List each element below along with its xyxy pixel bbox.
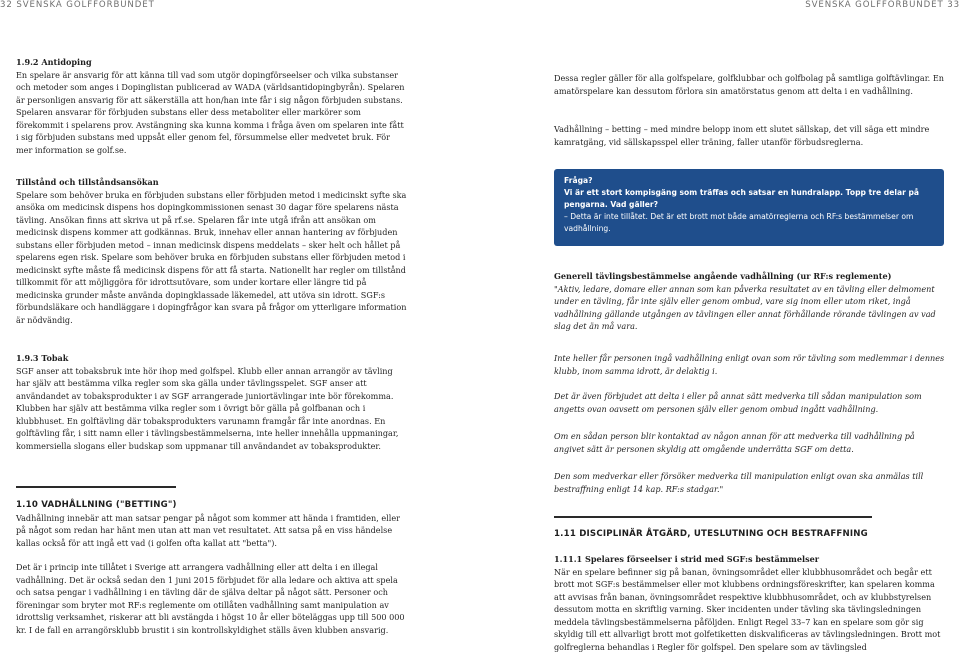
faq-box bbox=[554, 169, 944, 246]
betting-rule bbox=[16, 486, 176, 488]
faq-label: Fråga? bbox=[564, 176, 593, 185]
sub-title: 1.11.1 Spelares förseelser i strid med SGF:s bestämmelser bbox=[554, 554, 820, 564]
general-quote: "Aktiv, ledare, domare eller annan som kan påverka resultatet av en tävling eller delmoment under en tävling, får inte själv eller genom ombud, vare sig inom eller utom riket, ingå vadhållning gällande utgången av tävlingen eller annat förhållande rörande tävlingen av vad slag det än må vara. bbox=[554, 283, 936, 331]
antidoping-text: En spelare är ansvarig för att känna till vad som utgör dopingförseelser och vilka substanser och metoder som anges i Dopinglistan publicerad av WADA (världsantidopingbyrån). Spelaren är personligen ansvarig för att säkerställa att hon/han inte får i sig någon förbjuden substans. Spelaren ansvarar för förbjuden substans eller dess metaboliter eller markörer som förekommit i spelarens prov. Avstängning ska kunna komma i fråga även om spelaren inte fått i sig förbjuden substans med uppsåt eller genom fel, försummelse eller medvetet bruk. För mer information se golf.se. bbox=[16, 69, 405, 155]
betting-text-1: Vadhållning innebär att man satsar pengar på något som kommer att hända i framtiden, eller på något som redan har hänt men utan att man vet resultatet. Att satsa på en viss händelse kallas också för att ingå ett vad (i golfen ofta kallat att "betta"). bbox=[16, 512, 401, 548]
tillstand-title: Tillstånd och tillståndsansökan bbox=[16, 177, 159, 187]
tobak-text: SGF anser att tobaksbruk inte hör ihop med golfspel. Klubb eller annan arrangör av tävling har själv att bestämma vilka regler som ska gälla under tävlingsspelet. SGF anser att användandet av tobaksprodukter i av SGF arrangerade juniortävlingar inte bör förekomma. Klubben har själv att bestämma vilka regler som i övrigt bör gälla på golfbanan och i klubbhuset. En golftävling där tobaksprodukters varunamn framgår får inte anordnas. En golftävling får, i sitt namn eller i tävlingsbestämmelserna, inte heller innehålla uppmaningar, kommersiella slogans eller budskap som uppmanar till användandet av tobaksprodukter. bbox=[16, 365, 399, 451]
tobak-title: 1.9.3 Tobak bbox=[16, 353, 69, 363]
discipline-rule bbox=[554, 516, 872, 518]
betting-text-2: Det är i princip inte tillåtet i Sverige att arrangera vadhållning eller att delta i en illegal vadhållning. Det är också sedan den 1 juni 2015 förbjudet för alla ledare och aktiva att spela och satsa pengar i vadhållning i en tävling där de själva deltar på något sätt. Personer och föreningar som bryter mot RF:s reglemente om otillåten vadhållning samt manipulation av idrottslig verksamhet, riskerar att bli avstängda i högst 10 år eller böteläggas upp till 500 000 kr. I de fall en arrangörsklubb brustit i sin kontrollskyldighet ställs även klubben ansvarig. bbox=[16, 562, 405, 635]
general-section bbox=[554, 270, 946, 333]
page-header-right: SVENSKA GOLFFÖRBUNDET 33 bbox=[805, 0, 960, 10]
sub-section bbox=[554, 553, 946, 653]
tillstand-section bbox=[16, 176, 408, 326]
para-4: Om en sådan person blir kontaktad av någon annan för att medverka till vadhållning på angivet sätt är personen skyldig att omgående underrätta SGF om detta. bbox=[554, 431, 915, 454]
para-5: Den som medverkar eller försöker medverka till manipulation enligt ovan ska anmälas till bestraffning enligt 14 kap. RF:s stadgar." bbox=[554, 471, 924, 494]
sub-text: När en spelare befinner sig på banan, övningsområdet eller klubbhusområdet och begår ett brott mot SGF:s bestämmelser eller mot klubbens ordningsföreskrifter, kan spelaren komma att avvisas från banan, övningsområdet respektive klubbhusområdet, och av klubbstyrelsen dessutom motta en skriftlig varning. Sker incidenten under tävling ska tävlingsledningen meddela tävlingsbestämmelserna påföljden. Enligt Regel 33–7 kan en spelare som gör sig skyldig till ett allvarligt brott mot golfetiketten diskvalificeras av tävlingsledningen. Brott mot golfreglerna behandlas i Regler för golfspel. Den spelare som av tävlingsled bbox=[554, 566, 941, 652]
para-3: Det är även förbjudet att delta i eller på annat sätt medverka till sådan manipulation som angetts ovan oavsett om personen själv eller genom ombud ingått vadhållning. bbox=[554, 391, 922, 414]
vadhallning-definition: Vadhållning – betting – med mindre belopp inom ett slutet sällskap, det vill säga ett mindre kamratgäng, vid sällskapsspel eller träning, faller utanför förbudsreglerna. bbox=[554, 124, 930, 147]
antidoping-section bbox=[16, 56, 408, 156]
tillstand-text: Spelare som behöver bruka en förbjuden substans eller förbjuden metod i medicinskt syfte ska ansöka om medicinsk dispens hos dopingkommissionen senast 30 dagar före spelarens nästa tävling. Ansökan finns att skriva ut på rf.se. Spelaren får inte utgå ifrån att ansökan om medicinsk dispens kommer att godkännas. Bruk, innehav eller annan hantering av förbjuden substans eller förbjuden metod – innan medicinsk dispens meddelats – sker helt och hållet på spelarens egen risk. Spelare som behöver bruka en förbjuden substans eller förbjuden metod i medicinskt syfte måste få medicinsk dispens för att få starta. Nationellt har regler om tillstånd tillkommit för att möjliggöra för idrottsutövare, som under kortare eller längre tid på medicinska grunder måste använda dopingklassade läkemedel, att utöva sin idrott. SGF:s förbundsläkare och handläggare i dopingfrågor kan svara på frågor om ytterligare information är nödvändig. bbox=[16, 189, 407, 325]
page-header-left: 32 SVENSKA GOLFFÖRBUNDET bbox=[0, 0, 155, 10]
betting-section bbox=[16, 499, 408, 636]
tobak-section bbox=[16, 352, 408, 452]
antidoping-title: 1.9.2 Antidoping bbox=[16, 57, 92, 67]
intro-para: Dessa regler gäller för alla golfspelare, golfklubbar och golfbolag på samtliga golftävlingar. En amatörspelare kan dessutom förlora sin amatörstatus genom att delta i en vadhållning. bbox=[554, 73, 944, 96]
para-2: Inte heller får personen ingå vadhållning enligt ovan som rör tävling som medlemmar i dennes klubb, inom samma idrott, är delaktig i. bbox=[554, 353, 945, 376]
faq-question: Vi är ett stort kompisgäng som träffas och satsar en hundralapp. Topp tre delar på pengarna. Vad gäller? bbox=[564, 188, 920, 209]
general-title: Generell tävlingsbestämmelse angående vadhållning (ur RF:s reglemente) bbox=[554, 271, 892, 281]
discipline-title: 1.11 DISCIPLINÄR ÅTGÄRD, UTESLUTNING OCH BESTRAFFNING bbox=[554, 529, 868, 539]
faq-answer: – Detta är inte tillåtet. Det är ett brott mot både amatörreglerna och RF:s bestämmelser om vadhållning. bbox=[564, 212, 914, 233]
betting-title: 1.10 VADHÅLLNING ("BETTING") bbox=[16, 500, 177, 510]
